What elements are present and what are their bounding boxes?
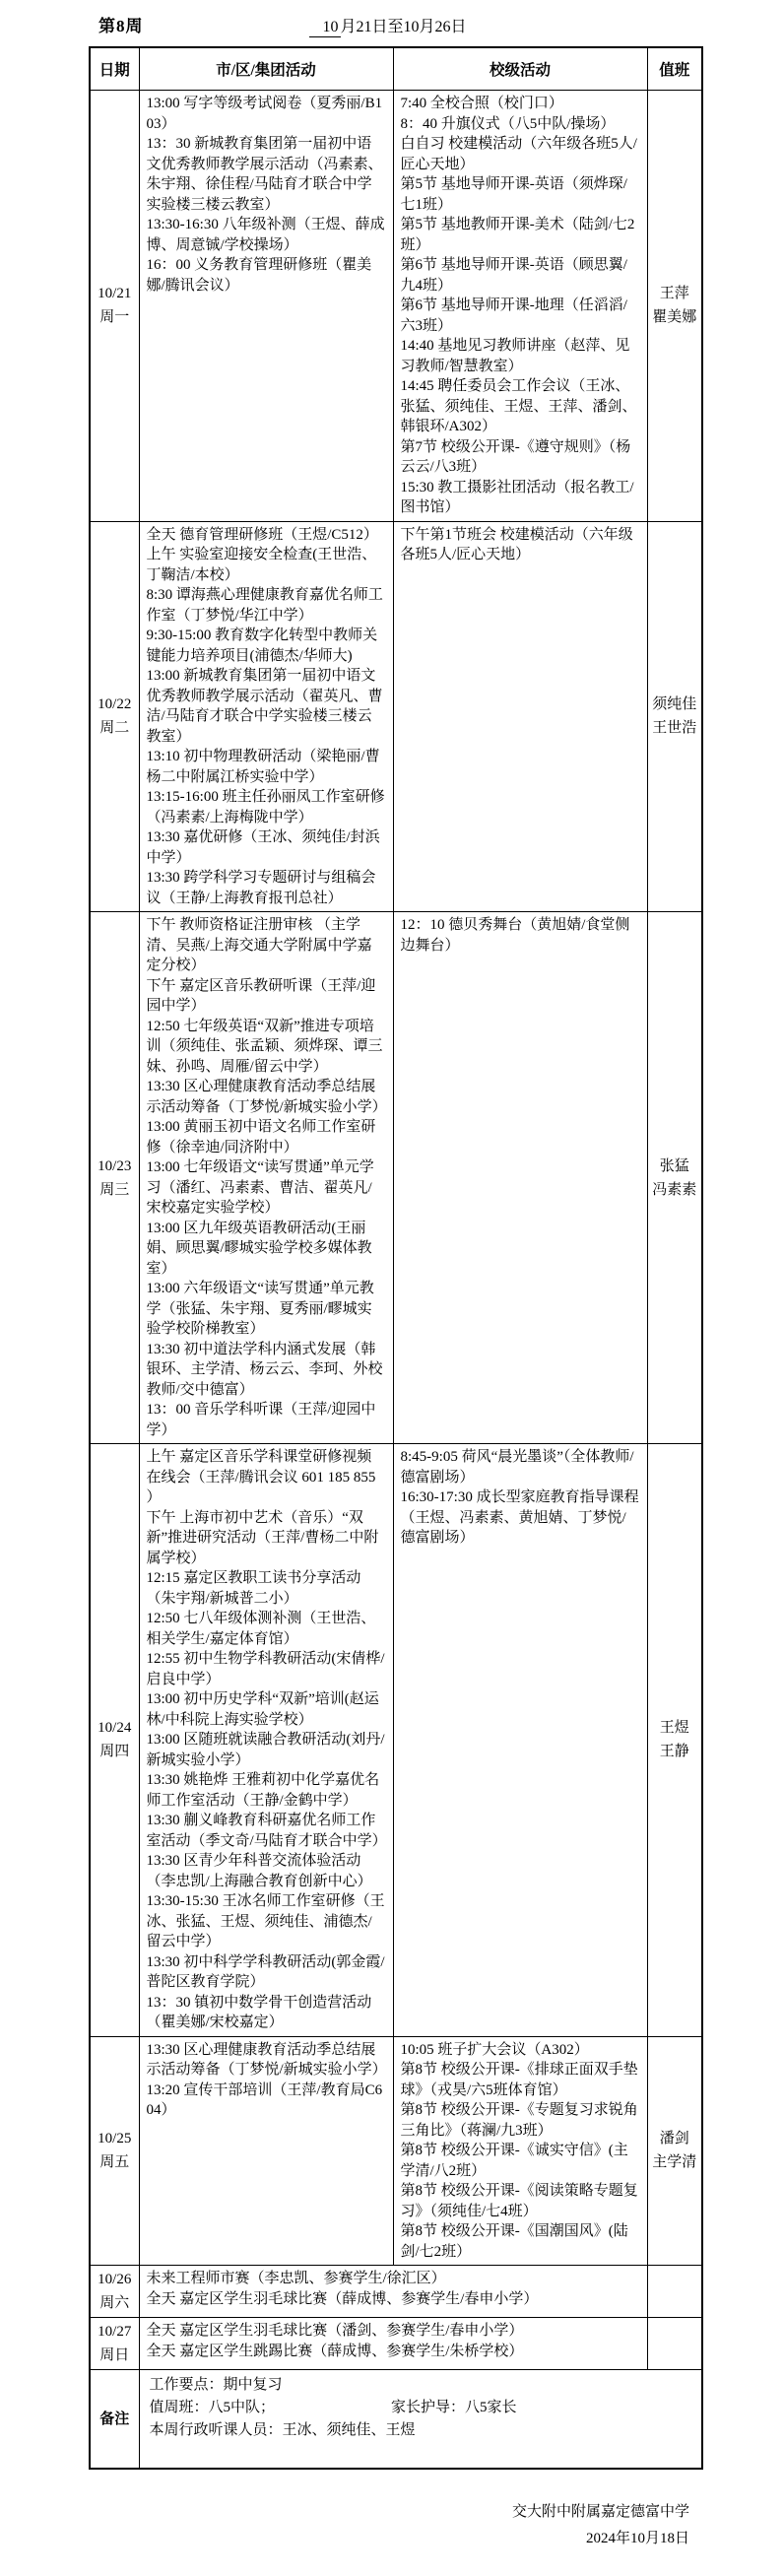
activity-item: 8：40 升旗仪式（八5中队/操场） bbox=[400, 115, 616, 132]
date-text: 周五 bbox=[99, 2154, 130, 2171]
remark-line-2 bbox=[150, 2397, 692, 2419]
school-activities-cell bbox=[393, 912, 647, 1444]
activity-item: 第5节 基地导师开课-英语（须烨琛/七1班） bbox=[400, 176, 627, 213]
date-text: 周三 bbox=[99, 1181, 130, 1198]
date-text: 周一 bbox=[99, 309, 130, 326]
remark-label: 备注 bbox=[90, 2370, 139, 2470]
activity-item: 全天 嘉定区学生跳踢比赛（薛成博、参赛学生/朱桥学校） bbox=[146, 2343, 524, 2359]
remark-line-1: 工作要点：期中复习 bbox=[149, 2377, 283, 2393]
activity-item: 16：00 义务教育管理研修班（瞿美娜/腾讯会议） bbox=[146, 257, 372, 294]
col-header-school-activities: 校级活动 bbox=[393, 47, 647, 91]
activity-item: 13:30-15:30 王冰名师工作室研修（王冰、张猛、王煜、须纯佳、浦德杰/留云中学） bbox=[146, 1893, 385, 1949]
duty-name: 冯素素 bbox=[652, 1181, 697, 1198]
col-header-city-activities: 市/区/集团活动 bbox=[139, 47, 393, 91]
date-text: 10/25 bbox=[98, 2131, 132, 2147]
city-activities-cell bbox=[139, 521, 393, 912]
activity-item: 13:30 初中道法学科内涵式发展（韩银环、主学清、杨云云、李珂、外校教师/交中德富） bbox=[146, 1341, 383, 1398]
merged-activities-cell bbox=[139, 2318, 647, 2370]
activity-item: 12：10 德贝秀舞台（黄旭婧/食堂侧边舞台） bbox=[400, 917, 630, 954]
activity-item: 13:30 嘉优研修（王冰、须纯佳/封浜中学） bbox=[146, 829, 380, 866]
duty-cell bbox=[647, 521, 702, 912]
date-cell bbox=[90, 2036, 139, 2266]
activity-item: 下午 上海市初中艺术（音乐）“双新”推进研究活动（王萍/曹杨二中附属学校） bbox=[146, 1509, 379, 1566]
city-activities-cell bbox=[139, 91, 393, 522]
school-activities-cell bbox=[393, 521, 647, 912]
remark-duty-class: 值周班：八5中队； bbox=[149, 2400, 276, 2415]
date-text: 周六 bbox=[99, 2295, 130, 2311]
duty-cell bbox=[647, 912, 702, 1444]
date-cell bbox=[90, 2318, 139, 2370]
school-activities-cell bbox=[393, 91, 647, 522]
activity-item: 白自习 校建模活动（六年级各班5人/匠心天地） bbox=[400, 136, 637, 172]
activity-item: 全天 德育管理研修班（王煜/C512） bbox=[146, 526, 378, 543]
activity-item: 9:30-15:00 教育数字化转型中教师关键能力培养项目(浦德杰/华师大) bbox=[146, 627, 378, 664]
date-text: 周四 bbox=[99, 1744, 130, 1760]
duty-cell bbox=[647, 1444, 702, 2037]
activity-item: 13：30 镇初中数学骨干创造营活动（瞿美娜/宋校嘉定） bbox=[146, 1994, 372, 2030]
duty-cell bbox=[647, 2318, 702, 2370]
weekly-schedule-table bbox=[89, 46, 703, 2470]
activity-item: 12:55 初中生物学科教研活动(宋倩桦/启良中学） bbox=[146, 1651, 385, 1687]
col-header-duty: 值班 bbox=[647, 47, 702, 91]
table-row bbox=[90, 521, 702, 912]
activity-item: 13:00 写字等级考试阅卷（夏秀丽/B103） bbox=[146, 96, 383, 132]
activity-item: 13:15-16:00 班主任孙丽凤工作室研修（冯素素/上海梅陇中学） bbox=[146, 789, 385, 826]
activity-item: 下午 嘉定区音乐教研听课（王萍/迎园中学） bbox=[146, 977, 376, 1014]
duty-name: 潘剑 bbox=[659, 2131, 689, 2147]
activity-item: 12:50 七八年级体测补测（王世浩、相关学生/嘉定体育馆） bbox=[146, 1611, 376, 1647]
activity-item: 13：30 新城教育集团第一届初中语文优秀教师教学展示活动（冯素素、朱宇翔、徐佳程/马陆育才联合中学实验楼三楼云教室） bbox=[146, 136, 383, 213]
date-text: 10/24 bbox=[98, 1720, 132, 1737]
table-row bbox=[90, 2266, 702, 2318]
date-cell bbox=[90, 1444, 139, 2037]
activity-item: 13:00 初中历史学科“双新”培训(赵运林/中科院上海实验学校） bbox=[146, 1691, 379, 1728]
city-activities-cell bbox=[139, 1444, 393, 2037]
activity-item: 下午第1节班会 校建模活动（六年级各班5人/匠心天地） bbox=[400, 526, 633, 562]
activity-item: 13:00 七年级语文“读写贯通”单元学习（潘红、冯素素、曹洁、翟英凡/宋校嘉定实验学校） bbox=[146, 1159, 374, 1216]
date-range-underlined: 10 bbox=[309, 19, 341, 37]
date-text: 周二 bbox=[99, 720, 130, 737]
duty-name: 王世浩 bbox=[652, 720, 697, 737]
footer-date: 2024年10月18日 bbox=[585, 2531, 689, 2546]
schedule-body bbox=[90, 91, 702, 2370]
activity-item: 上午 实验室迎接安全检查(王世浩、丁鞠洁/本校） bbox=[146, 547, 377, 583]
activity-item: 13:30 区青少年科普交流体验活动（李忠凯/上海融合教育创新中心） bbox=[146, 1853, 372, 1889]
activity-item: 12:50 七年级英语“双新”推进专项培训（须纯佳、张孟颖、须烨琛、谭三妹、孙鸣、周雁/留云中学） bbox=[146, 1018, 383, 1075]
duty-name: 须纯佳 bbox=[652, 696, 697, 713]
date-text: 10/26 bbox=[98, 2272, 132, 2287]
city-activities-cell bbox=[139, 2036, 393, 2266]
date-range bbox=[309, 14, 467, 36]
city-activities-cell bbox=[139, 912, 393, 1444]
activity-item: 13:30 姚艳烨 王雅莉初中化学嘉优名师工作室活动（王静/金鹤中学） bbox=[146, 1772, 380, 1809]
date-cell bbox=[90, 2266, 139, 2318]
duty-name: 王萍 bbox=[659, 286, 689, 302]
activity-item: 上午 嘉定区音乐学科课堂研修视频在线会（王萍/腾讯会议 601 185 855 ） bbox=[146, 1449, 376, 1505]
date-cell bbox=[90, 521, 139, 912]
table-row bbox=[90, 1444, 702, 2037]
activity-item: 第8节 校级公开课-《国潮国风》(陆剑/七2班） bbox=[400, 2223, 628, 2260]
date-text: 10/27 bbox=[98, 2324, 132, 2340]
duty-name: 主学清 bbox=[652, 2154, 697, 2171]
activity-item: 第8节 校级公开课-《专题复习求锐角三角比》（蒋澜/九3班） bbox=[400, 2102, 638, 2139]
activity-item: 13:30-16:30 八年级补测（王煜、薛成博、周意铖/学校操场） bbox=[146, 217, 385, 253]
activity-item: 13:20 宣传干部培训（王萍/教育局C604） bbox=[146, 2081, 383, 2118]
duty-name: 瞿美娜 bbox=[652, 309, 697, 326]
activity-item: 15:30 教工摄影社团活动（报名教工/图书馆） bbox=[400, 479, 634, 515]
remark-row bbox=[90, 2370, 702, 2470]
activity-item: 13:00 新城教育集团第一届初中语文优秀教师教学展示活动（翟英凡、曹洁/马陆育才联合中学实验楼三楼云教室） bbox=[146, 668, 383, 745]
activity-item: 13:00 黄丽玉初中语文名师工作室研修（徐幸迪/同济附中） bbox=[146, 1119, 376, 1156]
date-text: 10/22 bbox=[98, 696, 132, 713]
activity-item: 13:30 初中科学学科教研活动(郭金霞/普陀区教育学院） bbox=[146, 1953, 385, 1990]
date-range-rest: 月21日至10月26日 bbox=[340, 19, 467, 35]
page-header bbox=[98, 12, 784, 36]
week-title: 第8周 bbox=[98, 17, 144, 35]
activity-item: 第7节 校级公开课-《遵守规则》（杨云云/八3班） bbox=[400, 438, 631, 475]
table-row bbox=[90, 912, 702, 1444]
footer-school-name: 交大附中附属嘉定德富中学 bbox=[511, 2504, 689, 2520]
activity-item: 8:30 谭海燕心理健康教育嘉优名师工作室（丁梦悦/华江中学） bbox=[146, 587, 383, 624]
activity-item: 14:45 聘任委员会工作会议（王冰、张猛、须纯佳、王煜、王萍、潘剑、韩银环/A302） bbox=[400, 378, 637, 434]
date-text: 10/23 bbox=[98, 1157, 132, 1174]
activity-item: 13:30 蒯义峰教育科研嘉优名师工作室活动（季文奇/马陆育才联合中学） bbox=[146, 1813, 387, 1849]
activity-item: 13：00 音乐学科听课（王萍/迎园中学） bbox=[146, 1402, 376, 1438]
activity-item: 16:30-17:30 成长型家庭教育指导课程（王煜、冯素素、黄旭婧、丁梦悦/德富剧场） bbox=[400, 1489, 639, 1546]
duty-name: 张猛 bbox=[659, 1157, 689, 1174]
activity-item: 全天 嘉定区学生羽毛球比赛（潘剑、参赛学生/春申小学） bbox=[146, 2323, 524, 2339]
activity-item: 第8节 校级公开课-《阅读策略专题复习》（须纯佳/七4班） bbox=[400, 2183, 638, 2219]
merged-activities-cell bbox=[139, 2266, 647, 2318]
activity-item: 下午 教师资格证注册审核 （主学清、吴燕/上海交通大学附属中学嘉定分校） bbox=[146, 917, 372, 973]
activity-item: 13:30 区心理健康教育活动季总结展示活动筹备（丁梦悦/新城实验小学） bbox=[146, 1079, 387, 1115]
date-cell bbox=[90, 91, 139, 522]
activity-item: 第8节 校级公开课-《排球正面双手垫球》（戎昊/六5班体育馆） bbox=[400, 2062, 638, 2098]
activity-item: 13:00 六年级语文“读写贯通”单元教学（张猛、朱宇翔、夏秀丽/疁城实验学校阶梯教室） bbox=[146, 1281, 374, 1337]
duty-name: 王煜 bbox=[659, 1720, 689, 1737]
table-row bbox=[90, 2036, 702, 2266]
header-row bbox=[90, 47, 702, 91]
duty-cell bbox=[647, 91, 702, 522]
date-cell bbox=[90, 912, 139, 1444]
date-text: 周日 bbox=[99, 2347, 130, 2363]
activity-item: 8:45-9:05 荷风“晨光墨谈”（全体教师/德富剧场） bbox=[400, 1449, 634, 1486]
activity-item: 第5节 基地教师开课-美术（陆剑/七2班） bbox=[400, 217, 635, 253]
activity-item: 14:40 基地见习教师讲座（赵萍、见习教师/智慧教室） bbox=[400, 338, 630, 374]
page-footer bbox=[0, 2499, 689, 2552]
activity-item: 第6节 基地导师开课-英语（顾思翼/九4班） bbox=[400, 257, 627, 294]
activity-item: 13:10 初中物理教研活动（梁艳丽/曹杨二中附属江桥实验中学） bbox=[146, 749, 380, 785]
duty-cell bbox=[647, 2266, 702, 2318]
duty-cell bbox=[647, 2036, 702, 2266]
table-row bbox=[90, 91, 702, 522]
school-activities-cell bbox=[393, 1444, 647, 2037]
activity-item: 13:30 跨学科学习专题研讨与组稿会议（王静/上海教育报刊总社） bbox=[146, 870, 376, 906]
activity-item: 第8节 校级公开课-《诚实守信》(主学清/八2班） bbox=[400, 2143, 628, 2179]
activity-item: 13:00 区随班就读融合教研活动(刘丹/新城实验小学） bbox=[146, 1732, 385, 1768]
activity-item: 12:15 嘉定区教职工读书分享活动（朱宇翔/新城普二小） bbox=[146, 1570, 361, 1607]
activity-item: 未来工程师市赛（李忠凯、参赛学生/徐汇区） bbox=[146, 2271, 446, 2286]
remark-parent-escort: 家长护导：八5家长 bbox=[391, 2400, 517, 2415]
duty-name: 王静 bbox=[659, 1744, 689, 1760]
remark-line-3: 本周行政听课人员：王冰、须纯佳、王煜 bbox=[149, 2422, 416, 2438]
activity-item: 10:05 班子扩大会议（A302） bbox=[400, 2041, 589, 2058]
table-row bbox=[90, 2318, 702, 2370]
activity-item: 13:30 区心理健康教育活动季总结展示活动筹备（丁梦悦/新城实验小学） bbox=[146, 2041, 387, 2078]
activity-item: 第6节 基地导师开课-地理（任滔滔/六3班） bbox=[400, 297, 627, 334]
remark-cell bbox=[139, 2370, 702, 2470]
school-activities-cell bbox=[393, 2036, 647, 2266]
activity-item: 全天 嘉定区学生羽毛球比赛（薛成博、参赛学生/春申小学） bbox=[146, 2290, 539, 2307]
activity-item: 7:40 全校合照（校门口） bbox=[400, 96, 563, 111]
activity-item: 13:00 区九年级英语教研活动(王丽娟、顾思翼/疁城实验学校多媒体教室） bbox=[146, 1220, 372, 1277]
col-header-date: 日期 bbox=[90, 47, 139, 91]
remark-section bbox=[90, 2370, 702, 2470]
date-text: 10/21 bbox=[98, 286, 132, 302]
